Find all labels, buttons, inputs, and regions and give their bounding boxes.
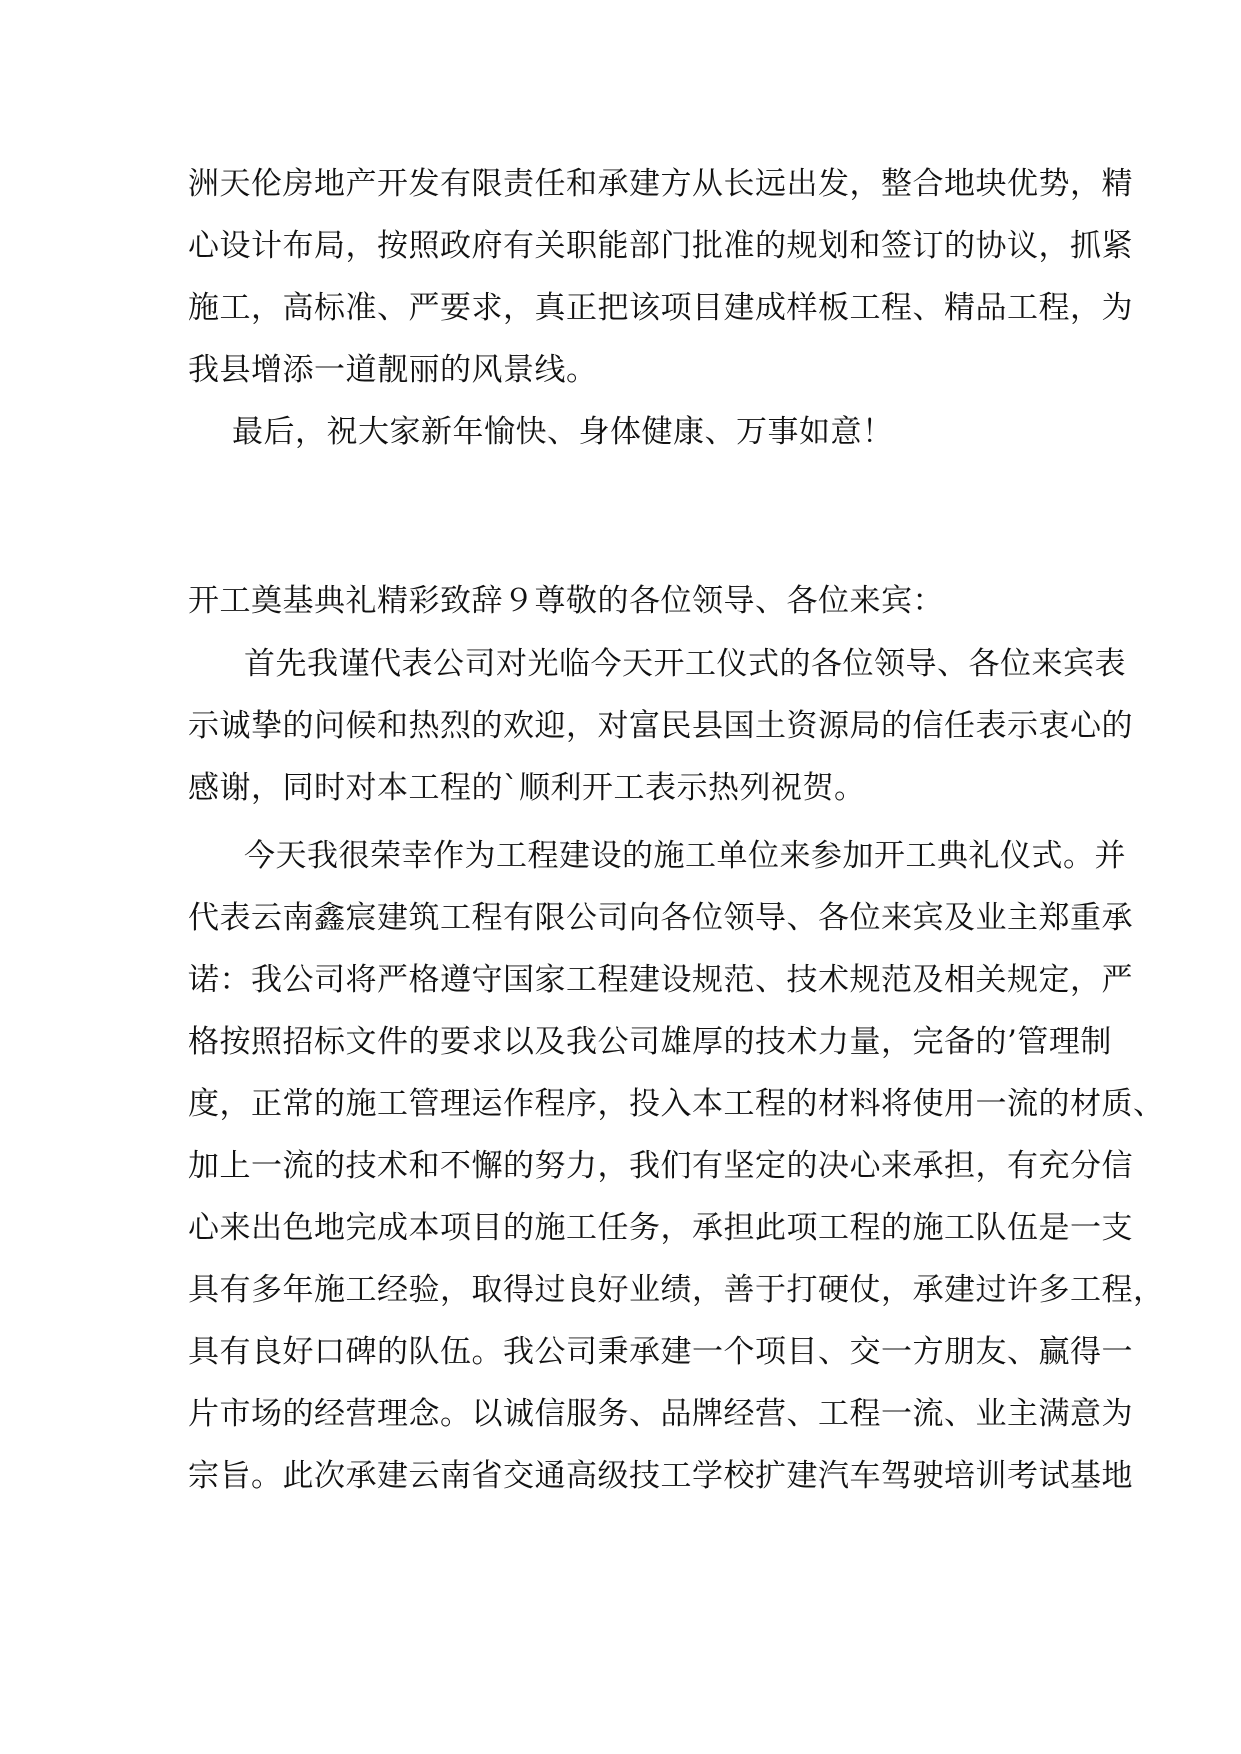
paragraph-commitment xyxy=(188,825,1165,1507)
text-line: 心来出色地完成本项目的施工任务，承担此项工程的施工队伍是一支 xyxy=(188,1210,1133,1246)
text-line: 度，正常的施工管理运作程序，投入本工程的材料将使用一流的材质、 xyxy=(188,1086,1165,1122)
paragraph-continued xyxy=(188,153,1133,463)
text-line: 示诚挚的问候和热烈的欢迎，对富民县国土资源局的信任表示衷心的 xyxy=(188,708,1133,744)
speech-heading-block xyxy=(188,570,1058,632)
text-line: 代表云南鑫宸建筑工程有限公司向各位领导、各位来宾及业主郑重承 xyxy=(188,900,1133,936)
text-line: 具有多年施工经验，取得过良好业绩，善于打硬仗，承建过许多工程， xyxy=(188,1272,1165,1308)
paragraph-greeting xyxy=(188,633,1133,819)
text-line: 具有良好口碑的队伍。我公司秉承建一个项目、交一方朋友、赢得一 xyxy=(188,1334,1133,1370)
text-line: 宗旨。此次承建云南省交通高级技工学校扩建汽车驾驶培训考试基地 xyxy=(188,1458,1133,1494)
text-line: 心设计布局，按照政府有关职能部门批准的规划和签订的协议，抓紧 xyxy=(188,228,1133,264)
text-line: 加上一流的技术和不懈的努力，我们有坚定的决心来承担，有充分信 xyxy=(188,1148,1133,1184)
text-line: 片市场的经营理念。以诚信服务、品牌经营、工程一流、业主满意为 xyxy=(188,1396,1133,1432)
text-line: 我县增添一道靓丽的风景线。 xyxy=(188,352,598,388)
closing-line: 最后，祝大家新年愉快、身体健康、万事如意！ xyxy=(232,414,894,450)
text-line: 首先我谨代表公司对光临今天开工仪式的各位领导、各位来宾表 xyxy=(244,646,1126,682)
text-line: 诺：我公司将严格遵守国家工程建设规范、技术规范及相关规定，严 xyxy=(188,962,1133,998)
text-line: 施工，高标准、严要求，真正把该项目建成样板工程、精品工程，为 xyxy=(188,290,1133,326)
text-line: 感谢，同时对本工程的`顺利开工表示热列祝贺。 xyxy=(188,770,866,806)
speech-heading: 开工奠基典礼精彩致辞９尊敬的各位领导、各位来宾： xyxy=(188,583,944,619)
text-line: 格按照招标文件的要求以及我公司雄厚的技术力量，完备的’管理制 xyxy=(188,1024,1112,1060)
text-line: 洲天伦房地产开发有限责任和承建方从长远出发，整合地块优势，精 xyxy=(188,166,1133,202)
text-line: 今天我很荣幸作为工程建设的施工单位来参加开工典礼仪式。并 xyxy=(244,838,1126,874)
